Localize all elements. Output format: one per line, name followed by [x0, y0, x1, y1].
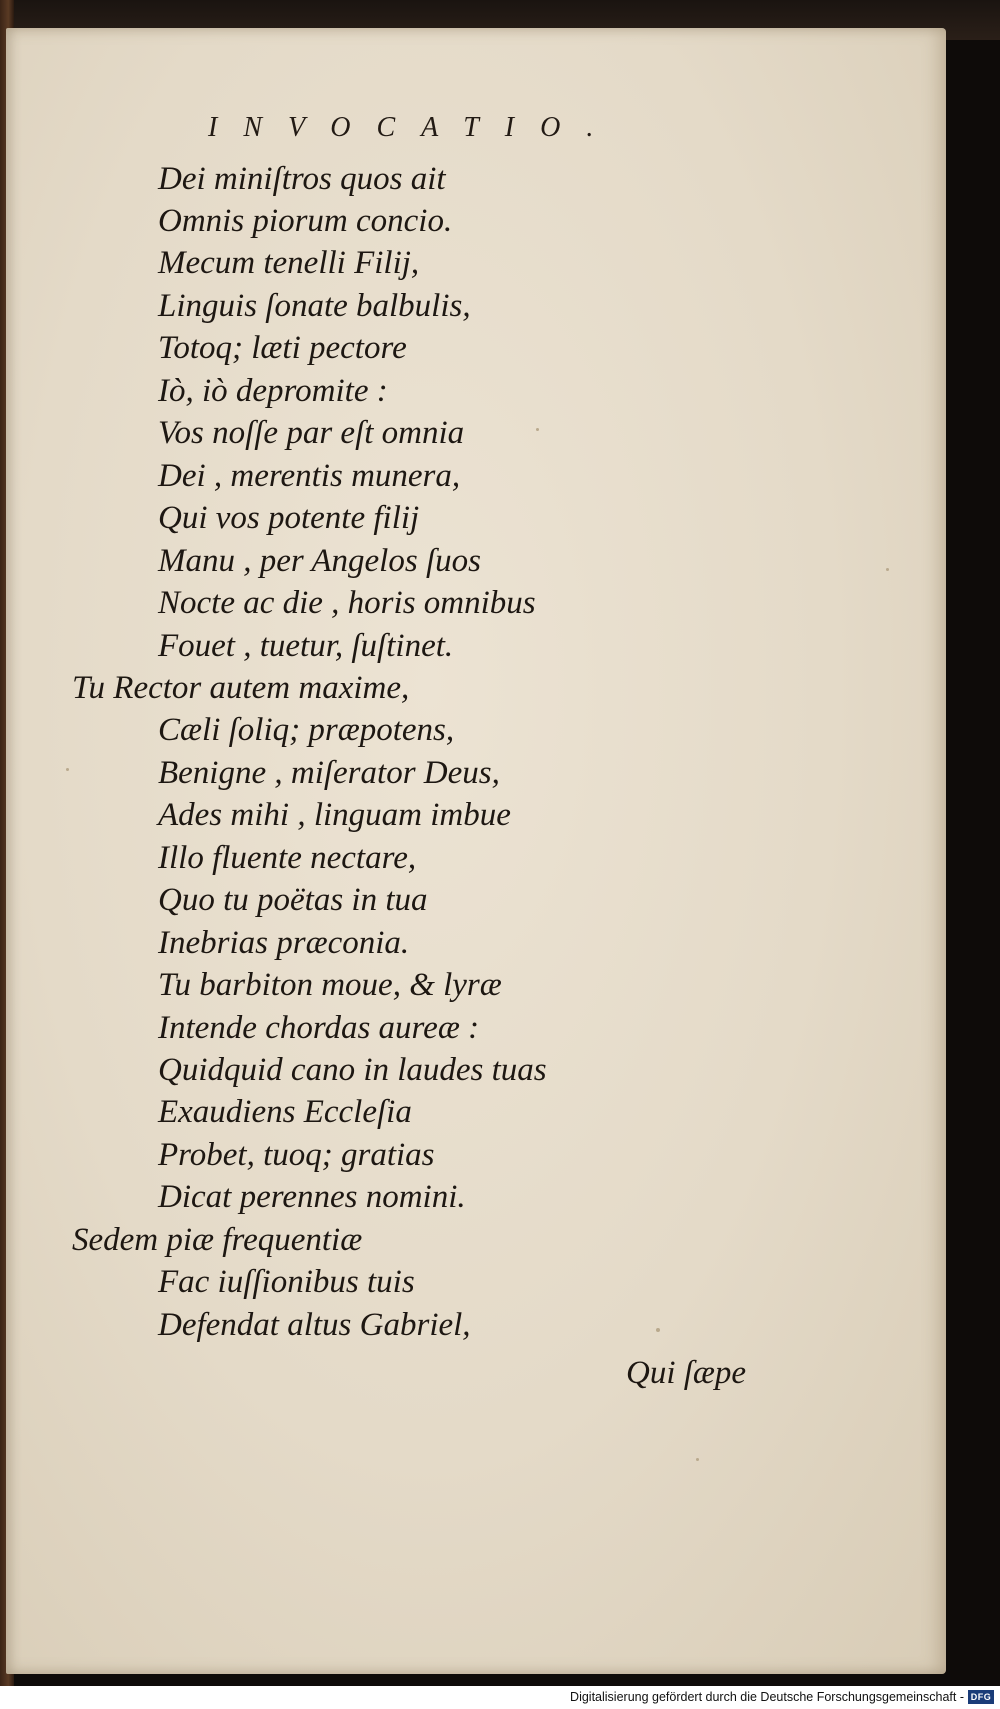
- verse-line: Exaudiens Eccleſia: [158, 1094, 412, 1130]
- footer-credit: Digitalisierung gefördert durch die Deutsche Forschungsgemeinschaft -: [570, 1690, 964, 1704]
- digitization-footer: [0, 1686, 1000, 1709]
- verse-line: Tu barbiton moue, & lyræ: [158, 967, 502, 1003]
- verse-line: Cæli ſoliq; præpotens,: [158, 712, 455, 748]
- verse-line: Fouet , tuetur, ſuſtinet.: [158, 628, 454, 664]
- verse-line: Quidquid cano in laudes tuas: [158, 1052, 547, 1088]
- verse-line: Linguis ſonate balbulis,: [158, 288, 471, 324]
- verse-line: Benigne , miſerator Deus,: [158, 755, 500, 791]
- verse-line: Manu , per Angelos ſuos: [158, 543, 481, 579]
- verse-line: Quo tu poëtas in tua: [158, 882, 428, 918]
- verse-line: Sedem piæ frequentiæ: [72, 1222, 363, 1258]
- verse-line: Nocte ac die , horis omnibus: [158, 585, 536, 621]
- catchword: Qui ſæpe: [626, 1355, 747, 1391]
- verse-line: Probet, tuoq; gratias: [158, 1137, 435, 1173]
- verse-line: Vos noſſe par eſt omnia: [158, 415, 465, 451]
- verse-line: Omnis piorum concio.: [158, 203, 453, 239]
- verse-line: Dei miniſtros quos ait: [158, 161, 446, 197]
- verse-line: Intende chordas aureæ :: [158, 1010, 480, 1046]
- verse-line: Inebrias præconia.: [158, 925, 410, 961]
- verse-line: Tu Rector autem maxime,: [72, 670, 410, 706]
- verse-line: Mecum tenelli Filij,: [158, 245, 420, 281]
- verse-line: Qui vos potente filij: [158, 500, 420, 536]
- running-head: INVOCATIO.: [208, 112, 620, 143]
- verse-line: Fac iuſſionibus tuis: [158, 1264, 415, 1300]
- verse-line: Illo fluente nectare,: [158, 840, 417, 876]
- verse-line: Dicat perennes nomini.: [158, 1179, 466, 1215]
- verse-line: Dei , merentis munera,: [158, 458, 461, 494]
- verse-line: Defendat altus Gabriel,: [158, 1307, 471, 1343]
- verse-line: Iò, iò depromite :: [158, 373, 388, 409]
- verse-line: Totoq; læti pectore: [158, 330, 407, 366]
- dfg-logo-icon: DFG: [968, 1690, 994, 1704]
- verse-line: Ades mihi , linguam imbue: [158, 797, 511, 833]
